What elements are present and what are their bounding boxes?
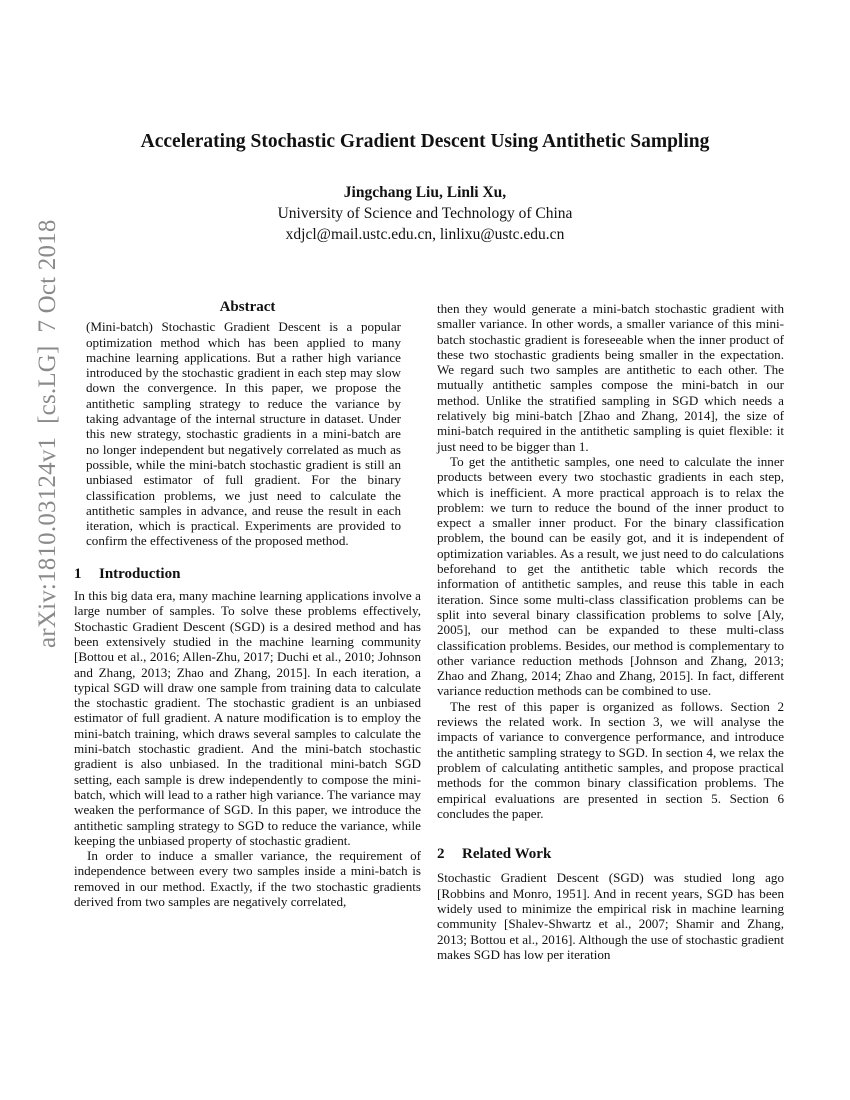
author-names: Jingchang Liu, Linli Xu, (343, 184, 507, 201)
section-number: 1 (74, 565, 82, 582)
introduction-paragraph-3: To get the antithetic samples, one need to calculate the inner products between every two stochastic gradients in each step, which is inefficient. A more practical approach is to relax the problem: we turn to reduce the bound of the inner product to expect a smaller inner product. For the binary classification problem, the bound can be easily got, and it is independent of optimization variables. As a result, we just need to do calculations beforehand to get the antithetic table which records the information of antithetic samples, and reuse this table in each iteration. Since some multi-class classification problems can be split into several binary classification problems to solve [Aly, 2005], our method can be expanded to these multi-class classification problems. Besides, our method is complementary to other variance reduction methods [Johnson and Zhang, 2013; Zhao and Zhang, 2014; Zhao and Zhang, 2015]. In fact, different variance reduction methods can be combined to use. (437, 453, 784, 699)
right-column (437, 301, 784, 962)
section-title: Introduction (99, 565, 181, 582)
author-block (0, 182, 850, 245)
author-affiliation: University of Science and Technology of China (277, 205, 573, 222)
section-heading-introduction (74, 567, 421, 582)
introduction-paragraph-2-continued: then they would generate a mini-batch stochastic gradient with smaller variance. In other words, a smaller variance of this mini-batch stochastic gradient is foreseeable when the inner product of these two stochastic gradients being smaller in the expectation. We regard such two samples are antithetic to each other. The mutually antithetic samples compose the mini-batch in our method. Unlike the stratified sampling in SGD which needs a relatively big mini-batch [Zhao and Zhang, 2014], the size of mini-batch required in the antithetic sampling is quiet flexible: it just need to be bigger than 1. (437, 301, 784, 454)
introduction-paragraph-2: In order to induce a smaller variance, the requirement of independence between every two samples inside a mini-batch is removed in our method. Exactly, if the two stochastic gradients derived from two samples are negatively correlated, (74, 848, 421, 909)
section-heading-related-work (437, 847, 784, 862)
abstract-heading: Abstract (219, 299, 276, 315)
author-emails: xdjcl@mail.ustc.edu.cn, linlixu@ustc.edu.cn (285, 226, 565, 243)
section-title: Related Work (462, 846, 552, 863)
paper-title: Accelerating Stochastic Gradient Descent Using Antithetic Sampling (140, 131, 710, 152)
related-work-paragraph-1: Stochastic Gradient Descent (SGD) was studied long ago [Robbins and Monro, 1951]. And in recent years, SGD has been widely used to minimize the empirical risk in machine learning community [Shalev-Shwartz et al., 2007; Shamir and Zhang, 2013; Bottou et al., 2016]. Although the use of stochastic gradient makes SGD has low per iteration (437, 870, 784, 962)
abstract-text: (Mini-batch) Stochastic Gradient Descent is a popular optimization method which has been applied to many machine learning applications. But a rather high variance introduced by the stochastic gradient in each step may slow down the convergence. In this paper, we propose the antithetic sampling strategy to reduce the variance by taking advantage of the internal structure in dataset. Under this new strategy, stochastic gradients in a mini-batch are no longer independent but negatively correlated as much as possible, while the mini-batch stochastic gradient is still an unbiased estimator of full gradient. For the binary classification problems, we just need to calculate the antithetic samples in advance, and reuse the result in each iteration, which is practical. Experiments are provided to confirm the effectiveness of the proposed method. (86, 319, 401, 549)
section-number: 2 (437, 846, 445, 863)
introduction-paragraph-4: The rest of this paper is organized as follows. Section 2 reviews the related work. In section 3, we will analyse the impacts of variance to convergence performance, and introduce the antithetic sampling strategy to SGD. In section 4, we relax the problem of calculating antithetic samples, and propose practical methods for the common binary classification problems. The empirical evaluations are presented in section 5. Section 6 concludes the paper. (437, 698, 784, 821)
arxiv-identifier-stamp: arXiv:1810.03124v1 [cs.LG] 7 Oct 2018 (34, 219, 61, 648)
introduction-paragraph-1: In this big data era, many machine learning applications involve a large number of samples. To solve these problems effectively, Stochastic Gradient Descent (SGD) is a desired method and has been extensively studied in the machine learning community [Bottou et al., 2016; Allen-Zhu, 2017; Duchi et al., 2010; Johnson and Zhang, 2013; Zhao and Zhang, 2015]. In each iteration, a typical SGD will draw one sample from training data to calculate the stochastic gradient. The stochastic gradient is an unbiased estimator of full gradient. A nature modification is to employ the mini-batch training, which draws several samples to calculate the mini-batch stochastic gradient. And the mini-batch stochastic gradient is also unbiased. In the traditional mini-batch SGD setting, each sample is drew independently to compose the mini-batch, which will lead to a rather high variance. The variance may weaken the performance of SGD. In this paper, we introduce the antithetic sampling strategy to SGD to reduce the variance, while keeping the unbiased property of stochastic gradient. (74, 588, 421, 848)
left-column (74, 300, 421, 909)
